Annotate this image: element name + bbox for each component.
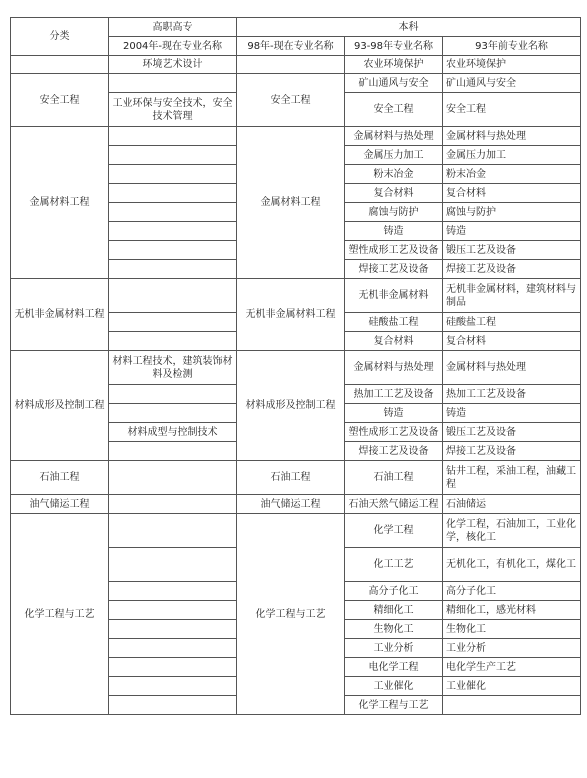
table-cell — [109, 279, 237, 313]
table-cell: 锻压工艺及设备 — [443, 423, 581, 442]
table-cell: 金属压力加工 — [345, 146, 443, 165]
table-cell: 工业分析 — [345, 639, 443, 658]
table-cell: 塑性成形工艺及设备 — [345, 241, 443, 260]
table-cell: 焊接工艺及设备 — [443, 260, 581, 279]
table-cell: 铸造 — [345, 404, 443, 423]
table-cell: 石油储运 — [443, 495, 581, 514]
header-category: 分类 — [11, 18, 109, 56]
table-cell — [109, 696, 237, 715]
table-cell — [109, 241, 237, 260]
table-cell: 农业环境保护 — [443, 56, 581, 74]
table-cell: 粉末冶金 — [443, 165, 581, 184]
category-cell: 金属材料工程 — [11, 127, 109, 279]
table-cell — [109, 385, 237, 404]
table-row — [11, 127, 581, 146]
category-cell: 化学工程与工艺 — [11, 514, 109, 715]
header-undergrad: 本科 — [237, 18, 581, 37]
table-row — [11, 279, 581, 313]
table-cell: 精细化工，感光材料 — [443, 601, 581, 620]
table-cell — [109, 495, 237, 514]
table-cell: 复合材料 — [443, 184, 581, 203]
table-cell: 金属材料与热处理 — [345, 351, 443, 385]
table-cell: 工业分析 — [443, 639, 581, 658]
table-cell — [109, 165, 237, 184]
table-cell: 复合材料 — [443, 332, 581, 351]
table-cell — [109, 222, 237, 241]
table-cell: 精细化工 — [345, 601, 443, 620]
table-cell: 环境艺术设计 — [109, 56, 237, 74]
table-cell — [109, 74, 237, 93]
table-cell: 焊接工艺及设备 — [345, 442, 443, 461]
table-row — [11, 495, 581, 514]
table-cell — [109, 461, 237, 495]
table-cell: 焊接工艺及设备 — [443, 442, 581, 461]
table-cell: 矿山通风与安全 — [345, 74, 443, 93]
ug98-cell: 安全工程 — [237, 74, 345, 127]
table-cell: 锻压工艺及设备 — [443, 241, 581, 260]
table-cell: 矿山通风与安全 — [443, 74, 581, 93]
category-cell: 材料成形及控制工程 — [11, 351, 109, 461]
table-cell: 材料工程技术，建筑装饰材料及检测 — [109, 351, 237, 385]
ug98-cell: 油气储运工程 — [237, 495, 345, 514]
table-cell: 腐蚀与防护 — [345, 203, 443, 222]
table-cell: 复合材料 — [345, 184, 443, 203]
table-cell: 热加工工艺及设备 — [345, 385, 443, 404]
table-cell: 化工工艺 — [345, 548, 443, 582]
table-cell — [109, 658, 237, 677]
table-cell: 化学工程 — [345, 514, 443, 548]
category-cell: 无机非金属材料工程 — [11, 279, 109, 351]
table-cell: 硅酸盐工程 — [345, 313, 443, 332]
table-cell — [109, 127, 237, 146]
table-cell — [11, 56, 109, 74]
category-cell: 油气储运工程 — [11, 495, 109, 514]
table-cell: 材料成型与控制技术 — [109, 423, 237, 442]
table-cell — [109, 313, 237, 332]
table-cell — [109, 184, 237, 203]
table-cell: 安全工程 — [443, 93, 581, 127]
table-cell: 高分子化工 — [345, 582, 443, 601]
table-cell: 工业催化 — [345, 677, 443, 696]
table-cell — [109, 442, 237, 461]
table-cell: 钻井工程，采油工程，油藏工程 — [443, 461, 581, 495]
table-cell — [109, 146, 237, 165]
table-cell: 化学工程，石油加工，工业化学，核化工 — [443, 514, 581, 548]
table-cell: 电化学生产工艺 — [443, 658, 581, 677]
table-cell: 无机非金属材料，建筑材料与制品 — [443, 279, 581, 313]
table-cell: 复合材料 — [345, 332, 443, 351]
table-cell: 高分子化工 — [443, 582, 581, 601]
table-cell — [109, 677, 237, 696]
major-comparison-sheet — [10, 17, 580, 772]
table-cell: 化学工程与工艺 — [345, 696, 443, 715]
header-ug-98: 98年-现在专业名称 — [237, 37, 345, 56]
table-cell: 农业环境保护 — [345, 56, 443, 74]
table-cell: 铸造 — [443, 222, 581, 241]
table-cell: 硅酸盐工程 — [443, 313, 581, 332]
table-cell: 金属材料与热处理 — [443, 351, 581, 385]
table-cell: 生物化工 — [443, 620, 581, 639]
table-cell: 金属材料与热处理 — [345, 127, 443, 146]
ug98-cell: 石油工程 — [237, 461, 345, 495]
table-cell: 石油工程 — [345, 461, 443, 495]
table-cell: 无机非金属材料 — [345, 279, 443, 313]
category-cell: 安全工程 — [11, 74, 109, 127]
table-cell: 热加工工艺及设备 — [443, 385, 581, 404]
ug98-cell: 金属材料工程 — [237, 127, 345, 279]
table-row — [11, 74, 581, 93]
table-cell: 铸造 — [443, 404, 581, 423]
table-cell — [109, 332, 237, 351]
table-cell: 生物化工 — [345, 620, 443, 639]
header-ug-93-98: 93-98年专业名称 — [345, 37, 443, 56]
header-voc-2004: 2004年-现在专业名称 — [109, 37, 237, 56]
table-cell: 电化学工程 — [345, 658, 443, 677]
table-cell — [109, 582, 237, 601]
table-row — [11, 56, 581, 74]
table-cell: 金属材料与热处理 — [443, 127, 581, 146]
table-cell: 焊接工艺及设备 — [345, 260, 443, 279]
header-ug-pre93: 93年前专业名称 — [443, 37, 581, 56]
table-cell — [109, 548, 237, 582]
header-vocational: 高职高专 — [109, 18, 237, 37]
table-cell: 工业环保与安全技术，安全技术管理 — [109, 93, 237, 127]
ug98-cell: 化学工程与工艺 — [237, 514, 345, 715]
category-cell: 石油工程 — [11, 461, 109, 495]
table-cell — [109, 620, 237, 639]
ug98-cell: 材料成形及控制工程 — [237, 351, 345, 461]
table-cell — [109, 260, 237, 279]
table-cell — [109, 404, 237, 423]
table-cell — [109, 203, 237, 222]
table-cell: 无机化工，有机化工，煤化工 — [443, 548, 581, 582]
table-cell: 铸造 — [345, 222, 443, 241]
major-comparison-table — [10, 17, 581, 715]
ug98-cell: 无机非金属材料工程 — [237, 279, 345, 351]
table-cell: 工业催化 — [443, 677, 581, 696]
table-cell — [237, 56, 345, 74]
table-cell — [443, 696, 581, 715]
table-cell — [109, 639, 237, 658]
table-cell — [109, 601, 237, 620]
table-row — [11, 351, 581, 385]
table-cell: 安全工程 — [345, 93, 443, 127]
table-cell: 粉末冶金 — [345, 165, 443, 184]
table-row — [11, 514, 581, 548]
table-cell: 塑性成形工艺及设备 — [345, 423, 443, 442]
header-row — [11, 18, 581, 37]
table-row — [11, 461, 581, 495]
table-cell: 金属压力加工 — [443, 146, 581, 165]
table-cell: 腐蚀与防护 — [443, 203, 581, 222]
table-cell: 石油天然气储运工程 — [345, 495, 443, 514]
table-cell — [109, 514, 237, 548]
